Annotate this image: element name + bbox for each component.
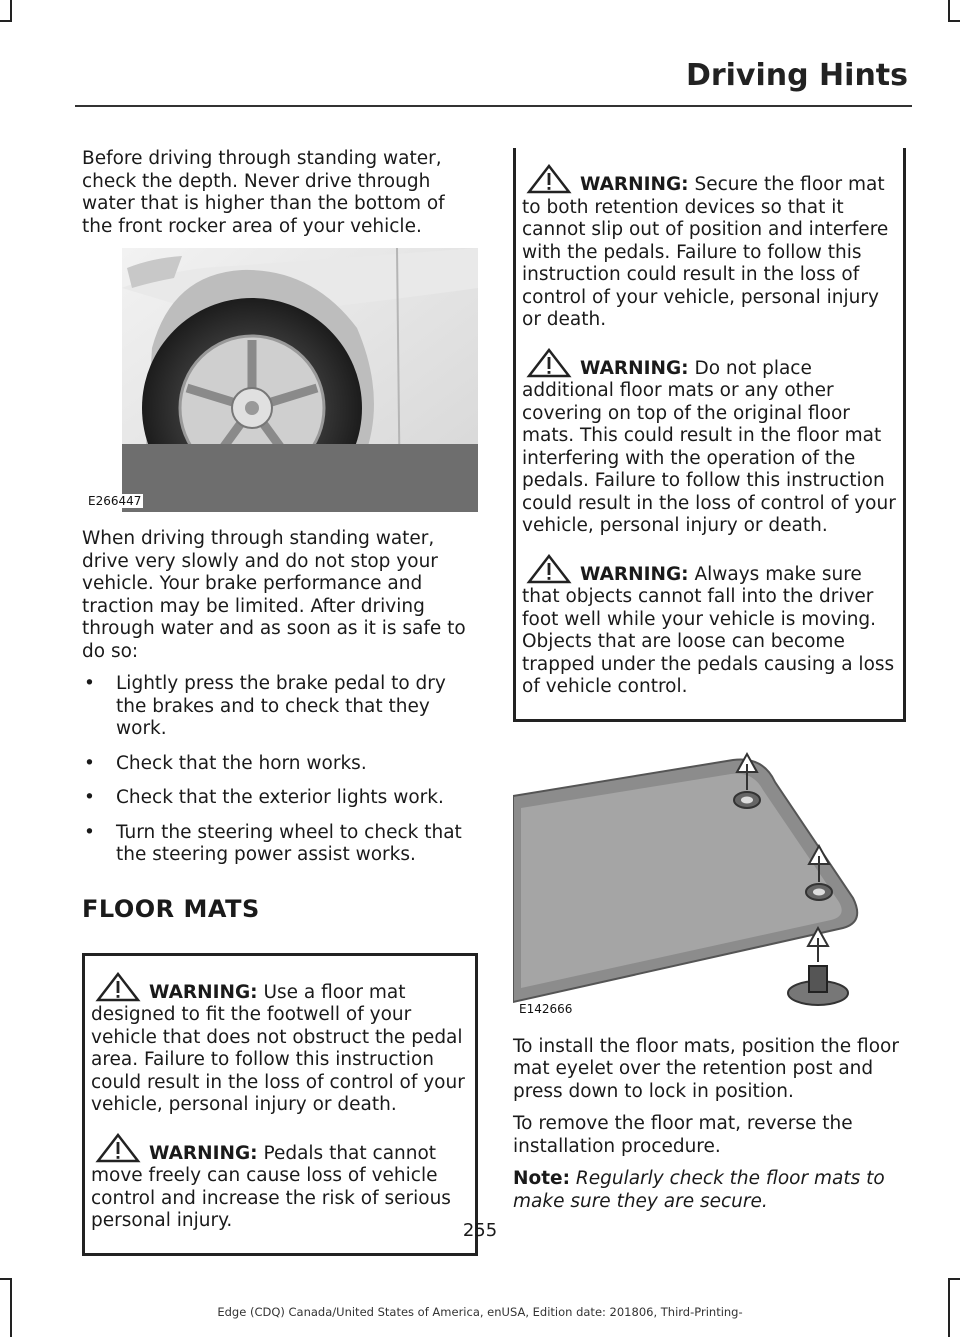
right-column <box>513 148 906 1223</box>
page-number: 255 <box>462 1220 498 1241</box>
list-item: • Check that the horn works. <box>84 752 367 774</box>
warning-triangle-icon <box>524 164 574 194</box>
warning-triangle-icon <box>524 554 574 584</box>
page-header-title: Driving Hints <box>685 58 908 93</box>
note-label: Note: <box>513 1168 570 1189</box>
left-column <box>82 148 478 1256</box>
crop-mark-bottom-left-h <box>0 1278 12 1280</box>
bullet-icon: • <box>84 752 95 774</box>
remove-paragraph: To remove the floor mat, reverse the installation procedure. <box>513 1113 853 1157</box>
warning-box <box>82 953 478 1256</box>
note-paragraph <box>513 1168 906 1213</box>
warning <box>522 164 897 332</box>
header-rule <box>75 105 912 107</box>
water-depth-figure <box>82 248 478 512</box>
intro-paragraph: Before driving through standing water, check the depth. Never drive through water that is higher than the bottom of the front rocker area of your vehicle. <box>82 148 445 237</box>
warning-box <box>513 148 906 722</box>
warning-label: WARNING: <box>580 174 689 195</box>
section-title: FLOOR MATS <box>82 894 260 923</box>
warning-triangle-icon <box>93 972 143 1002</box>
crop-mark-bottom-right-h <box>948 1278 960 1280</box>
after-water-paragraph: When driving through standing water, drive very slowly and do not stop your vehicle. Your brake performance and traction may be limited. After driving through water and as soon as it is safe to do so: <box>82 528 466 662</box>
figure-code: E266447 <box>88 494 142 508</box>
bullet-icon: • <box>84 821 95 843</box>
list-item: • Check that the exterior lights work. <box>84 787 444 808</box>
warning-text: Always make sure that objects cannot fall into the driver foot well while your vehicle is moving. Objects that are loose can become trapped under the pedals causing a loss of vehicle control. <box>522 563 895 697</box>
warning-text: Use a floor mat designed to fit the footwell of your vehicle that does not obstruct the pedal area. Failure to follow this instruction could result in the loss of control of your vehicle, personal injury or death. <box>91 981 465 1115</box>
crop-mark-top-right-h <box>948 20 960 22</box>
warning-label: WARNING: <box>149 1142 258 1164</box>
footer-edition: Edge (CDQ) Canada/United States of America, enUSA, Edition date: 201806, Third-Printing- <box>217 1305 743 1319</box>
warning <box>91 972 469 1117</box>
warning-text: Pedals that cannot move freely can cause loss of vehicle control and increase the risk of serious personal injury. <box>91 1142 451 1231</box>
crop-mark-top-left-v <box>10 0 12 22</box>
warning <box>91 1133 469 1233</box>
after-water-checklist <box>82 673 478 867</box>
warning-label: WARNING: <box>580 563 689 585</box>
warning <box>522 554 897 699</box>
warning <box>522 348 897 538</box>
bullet-icon: • <box>84 673 95 694</box>
install-paragraph: To install the floor mats, position the floor mat eyelet over the retention post and press down to lock in position. <box>513 1035 899 1102</box>
warning-text: Secure the floor mat to both retention devices so that it cannot slip out of position and interfere with the pedals. Failure to follow this instruction could result in the loss of control of your vehicle, personal injury or death. <box>522 174 889 330</box>
warning-label: WARNING: <box>580 357 689 379</box>
floor-mat-figure <box>513 738 906 1020</box>
figure-code: E142666 <box>519 1001 573 1016</box>
bullet-icon: • <box>84 787 95 808</box>
floor-mat-illustration <box>513 738 906 1020</box>
note-text: Regularly check the floor mats to make sure they are secure. <box>513 1168 885 1212</box>
car-wheel-illustration <box>82 248 478 512</box>
warning-triangle-icon <box>524 348 574 378</box>
crop-mark-top-left-h <box>0 20 12 22</box>
warning-label: WARNING: <box>149 981 258 1003</box>
list-item: • Turn the steering wheel to check that the steering power assist works. <box>84 821 462 865</box>
warning-triangle-icon <box>93 1133 143 1163</box>
warning-text: Do not place additional floor mats or any other covering on top of the original floor mats. This could result in the floor mat interfering with the operation of the pedals. Failure to follow this instruction could result in the loss of control of your vehicle, personal injury or death. <box>522 357 896 536</box>
list-item: • Lightly press the brake pedal to dry the brakes and to check that they work. <box>84 673 446 739</box>
crop-mark-top-right-v <box>948 0 950 22</box>
